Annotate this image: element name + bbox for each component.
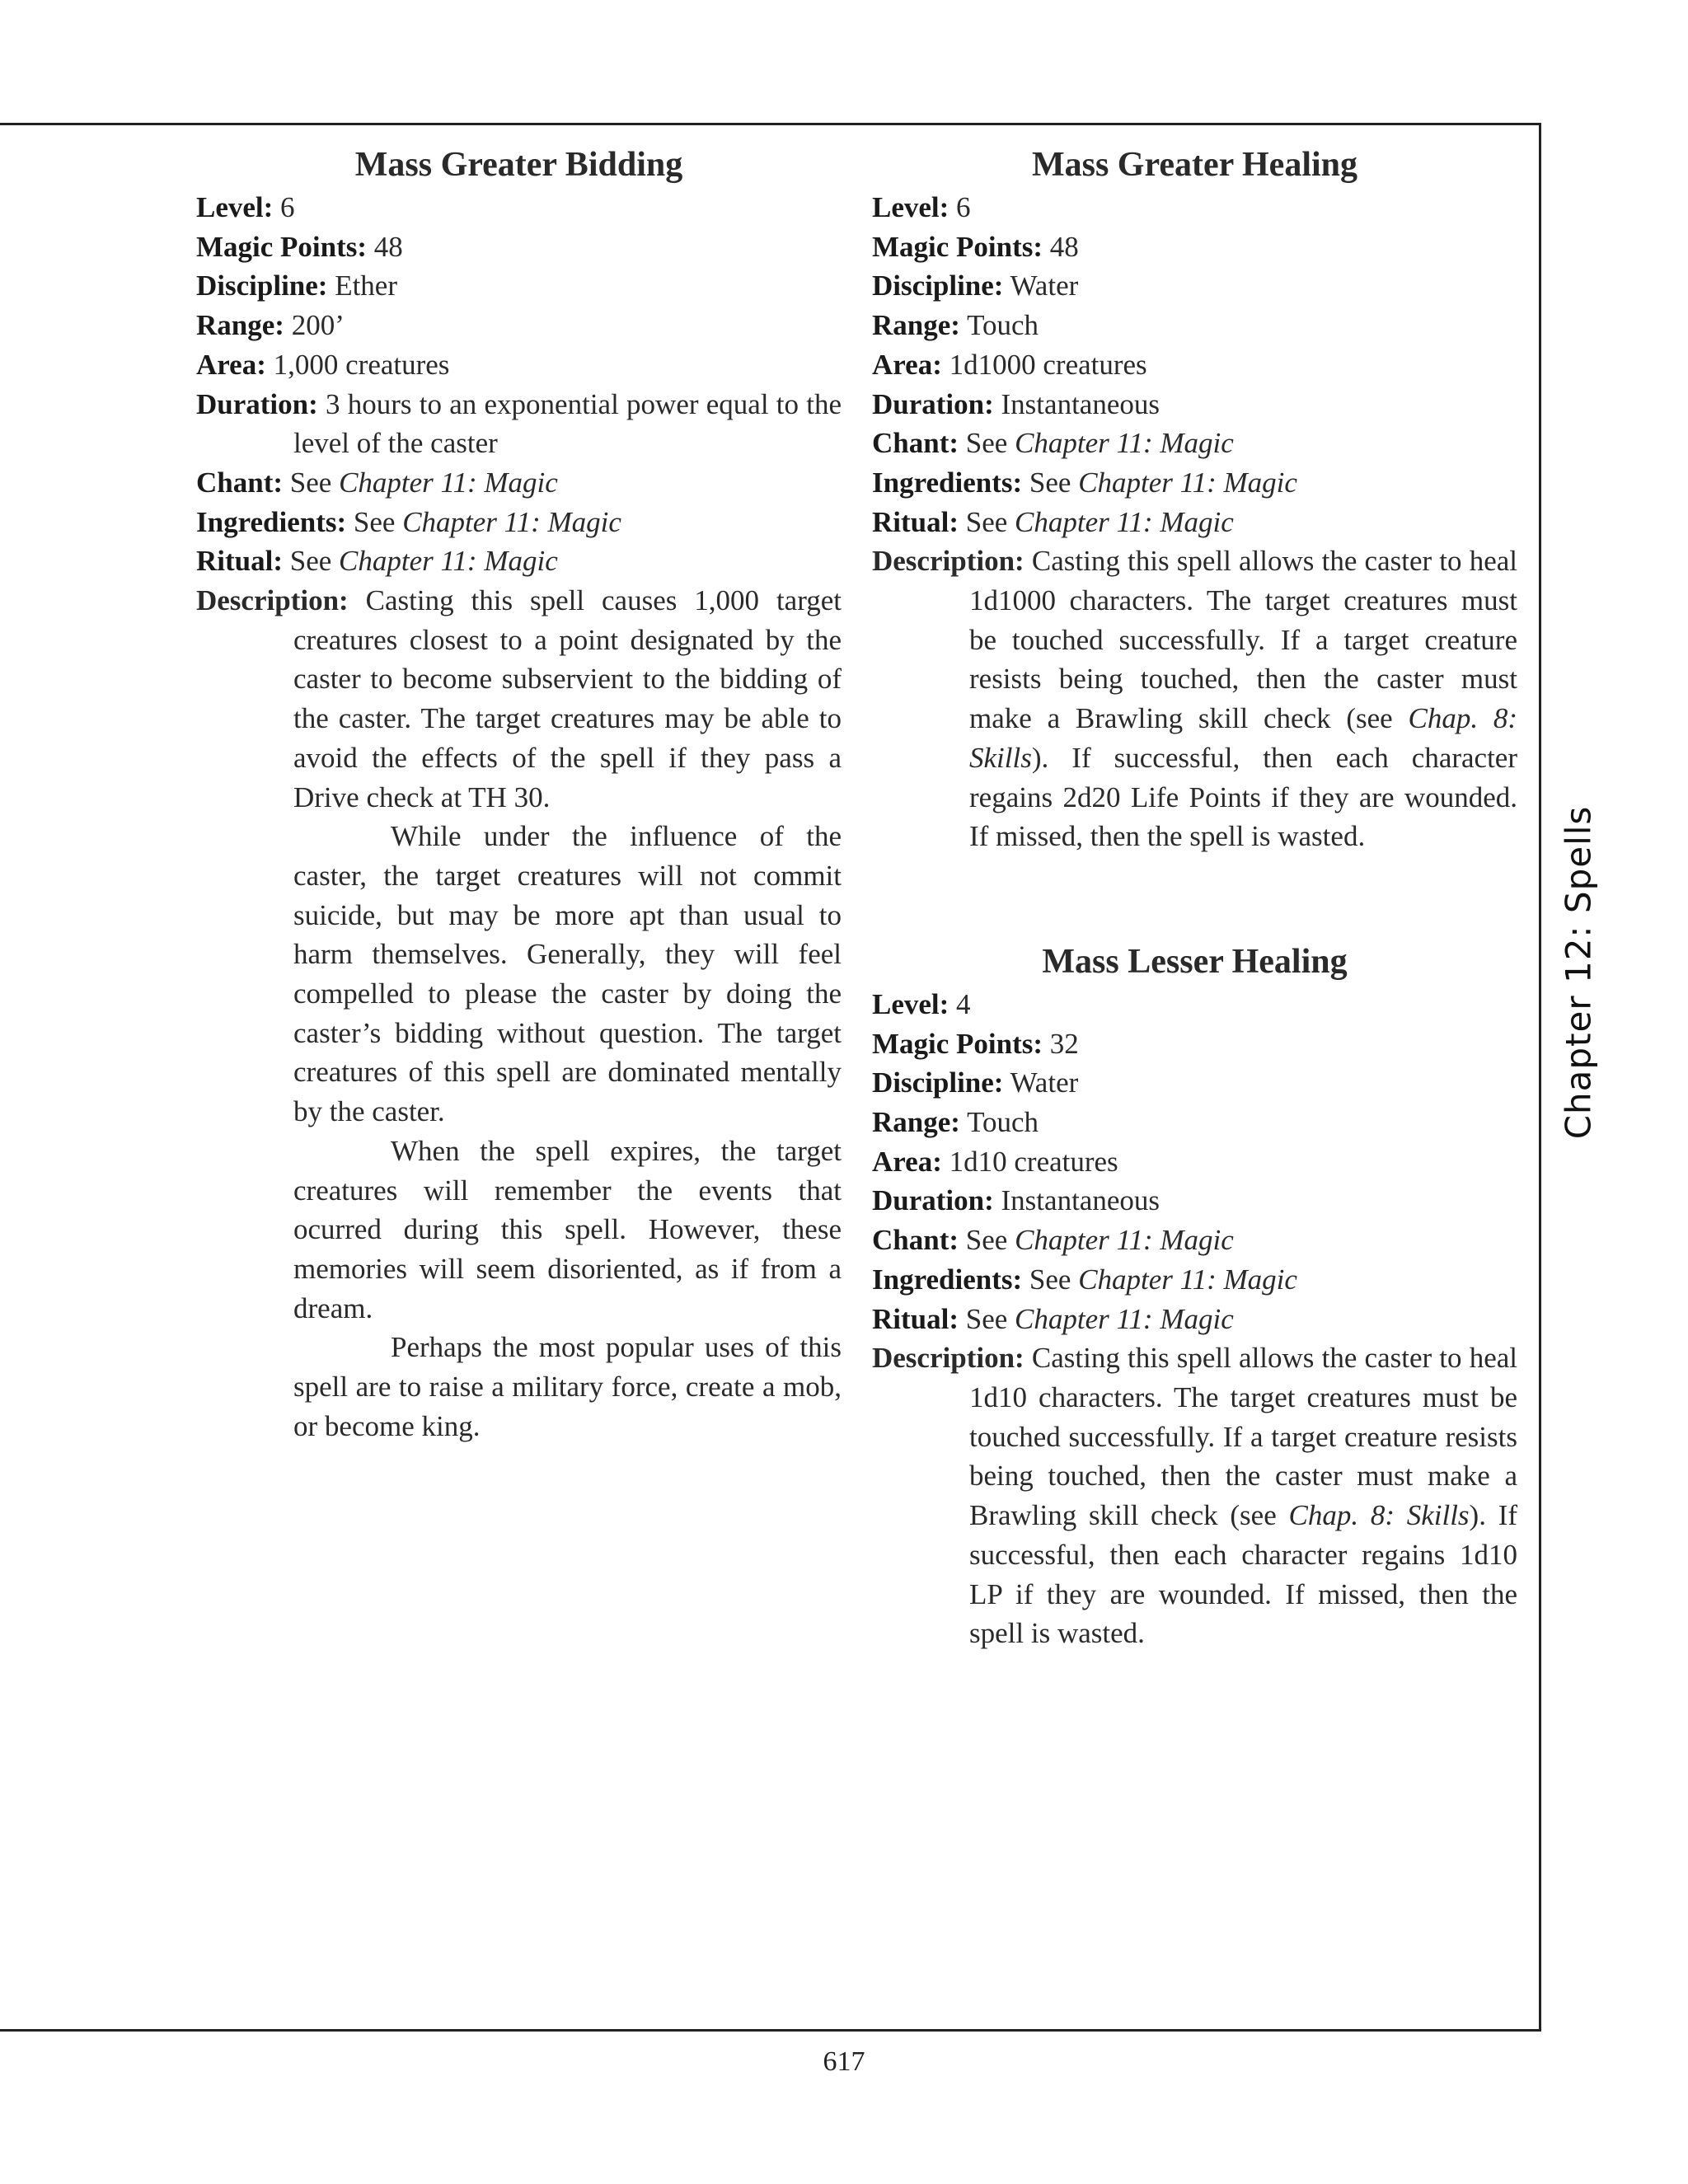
range-field: Range: 200’ (196, 309, 345, 342)
page-number: 617 (823, 2046, 865, 2077)
ingredients-field: Ingredients: See Chapter 11: Magic (872, 466, 1297, 499)
area-field: Area: 1,000 creatures (196, 348, 450, 381)
area-field: Area: 1d1000 creatures (872, 348, 1147, 381)
description-field: Description: Casting this spell allows the caster to heal 1d1000 characters. The target creatures must be touched successfully. If a target creature resists being touched, then the caster must make a Brawling skill check (see Chap. 8: Skills). If successful, then each character regains 2d20 Life Points if they are wounded. If missed, then the spell is wasted. (872, 545, 1518, 853)
level-field: Level: 4 (872, 987, 971, 1020)
level-field: Level: 6 (872, 191, 971, 223)
section-gap (872, 856, 1517, 939)
ingredients-field: Ingredients: See Chapter 11: Magic (872, 1263, 1297, 1296)
discipline-field: Discipline: Ether (196, 269, 397, 302)
chant-field: Chant: See Chapter 11: Magic (872, 1224, 1234, 1257)
area-field: Area: 1d10 creatures (872, 1145, 1118, 1178)
spell-mass-greater-bidding (196, 142, 842, 1446)
duration-field: Duration: Instantaneous (872, 1184, 1160, 1217)
right-column (872, 142, 1517, 1653)
spell-title: Mass Greater Healing (1031, 146, 1358, 184)
page-frame-bottom (0, 2029, 1541, 2032)
chant-field: Chant: See Chapter 11: Magic (872, 427, 1234, 460)
duration-field: Duration: Instantaneous (872, 387, 1160, 420)
spell-title: Mass Lesser Healing (1042, 942, 1348, 981)
level-field: Level: 6 (196, 191, 295, 223)
magic-points-field: Magic Points: 48 (872, 230, 1079, 263)
magic-points-field: Magic Points: 32 (872, 1027, 1079, 1060)
description-paragraph: When the spell expires, the target creatures will remember the events that ocurred during this spell. However, these memories will seem disoriented, as if from a dream. (293, 1134, 842, 1324)
ritual-field: Ritual: See Chapter 11: Magic (872, 505, 1234, 538)
page-frame-right (1539, 123, 1541, 2032)
description-field: Description: Casting this spell allows the caster to heal 1d10 characters. The target creatures must be touched successfully. If a target creature resists being touched, then the caster must make a Brawling skill check (see Chap. 8: Skills). If successful, then each character regains 1d10 LP if they are wounded. If missed, then the spell is wasted. (872, 1342, 1518, 1650)
spell-mass-lesser-healing (872, 939, 1517, 1653)
chant-field: Chant: See Chapter 11: Magic (196, 466, 558, 499)
description-paragraph: Perhaps the most popular uses of this spell are to raise a military force, create a mob, or become king. (293, 1331, 842, 1442)
discipline-field: Discipline: Water (872, 1066, 1079, 1099)
page-frame-top (0, 123, 1541, 125)
discipline-field: Discipline: Water (872, 269, 1079, 302)
left-column (196, 142, 842, 1446)
spell-mass-greater-healing (872, 142, 1517, 856)
description-field: Description: Casting this spell causes 1,000 target creatures closest to a point designated by the caster to become subservient to the bidding of the caster. The target creatures may be able to avoid the effects of the spell if they pass a Drive check at TH 30. (196, 584, 842, 813)
magic-points-field: Magic Points: 48 (196, 230, 403, 263)
chapter-side-tab: Chapter 12: Spells (1558, 805, 1599, 1140)
description-paragraph: While under the influence of the caster, the target creatures will not commit suicide, but may be more apt than usual to harm themselves. Generally, they will feel compelled to please the caster by doing the caster’s bidding without question. The target creatures of this spell are dominated mentally by the caster. (293, 820, 842, 1128)
range-field: Range: Touch (872, 309, 1039, 342)
ingredients-field: Ingredients: See Chapter 11: Magic (196, 505, 621, 538)
spell-title: Mass Greater Bidding (354, 146, 683, 184)
range-field: Range: Touch (872, 1106, 1039, 1139)
ritual-field: Ritual: See Chapter 11: Magic (196, 545, 558, 578)
duration-field: Duration: 3 hours to an exponential power equal to the level of the caster (196, 387, 842, 460)
ritual-field: Ritual: See Chapter 11: Magic (872, 1302, 1234, 1335)
